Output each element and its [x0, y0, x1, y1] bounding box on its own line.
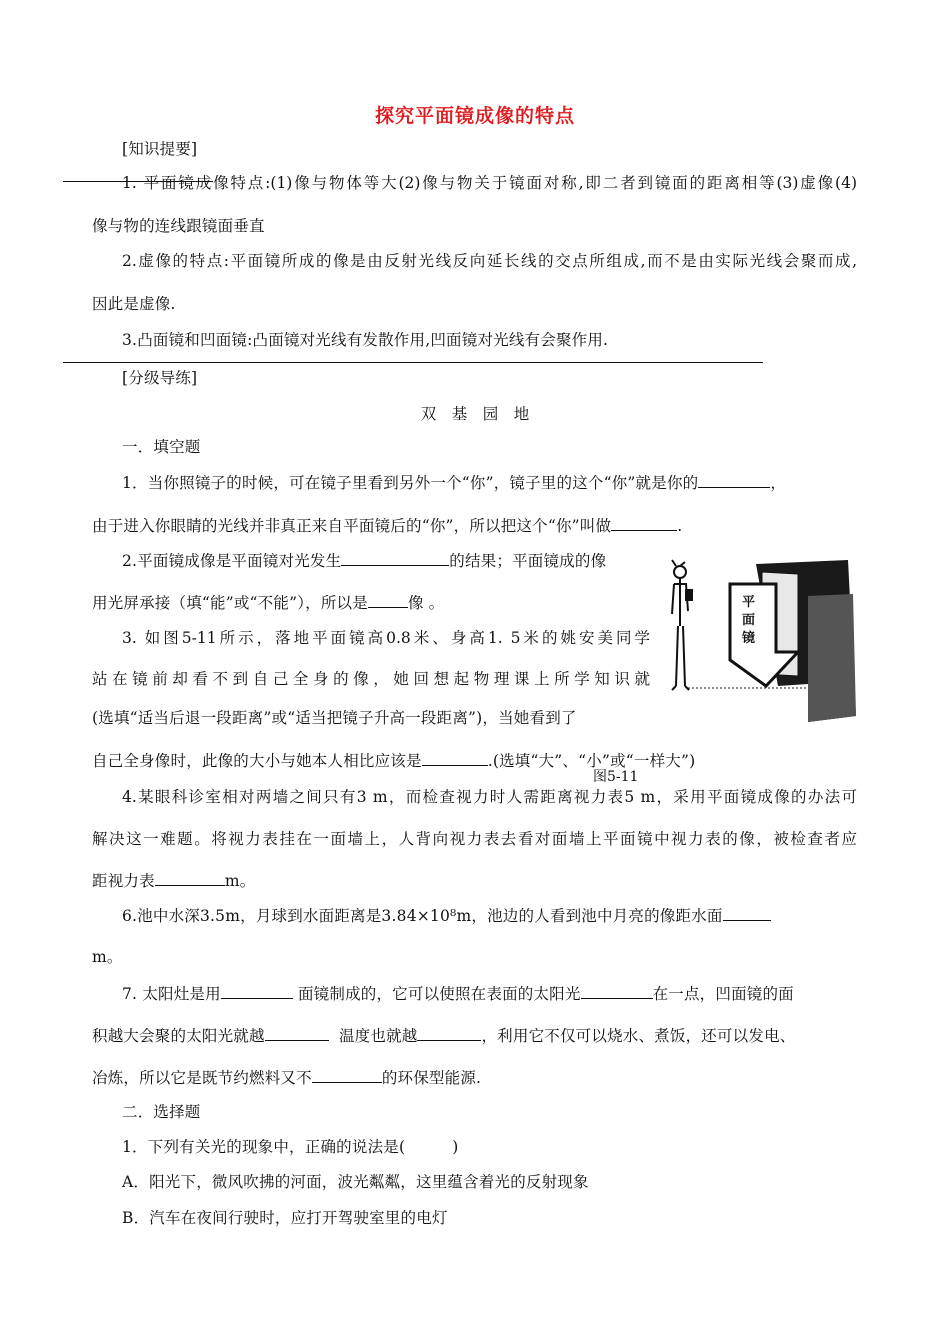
answer-blank[interactable]	[265, 1025, 329, 1041]
knowledge-2-line-2: 因此是虚像.	[92, 295, 176, 313]
knowledge-1-line-2: 像与物的连线跟镜面垂直	[92, 217, 265, 235]
answer-blank[interactable]	[341, 550, 449, 566]
question-2-line-2: 用光屏承接（填“能”或“不能”），所以是 像 。	[92, 594, 445, 612]
question-4-line-2: 解决这一难题。将视力表挂在一面墙上，人背向视力表去看对面墙上平面镜中视力表的像，被检查者应	[92, 830, 857, 848]
answer-blank[interactable]	[417, 1025, 481, 1041]
answer-blank[interactable]	[155, 870, 225, 886]
knowledge-3-line-1: 3.凸面镜和凹面镜:凸面镜对光线有发散作用,凹面镜对光线有会聚作用.	[122, 331, 609, 349]
question-4-line-3: 距视力表 m。	[92, 872, 256, 890]
person-figure	[672, 560, 692, 690]
section-title: 双 基 园 地	[420, 405, 530, 423]
question-3-line-2: 站在镜前却看不到自己全身的像，她回想起物理课上所学知识就	[92, 670, 650, 688]
question-6-line-1: 6.池中水深3.5m，月球到水面距离是3.84×10⁸m，池边的人看到池中月亮的像距水面	[122, 905, 771, 926]
answer-blank[interactable]	[723, 905, 771, 921]
choice-header: 二．选择题	[122, 1103, 201, 1121]
answer-blank[interactable]	[698, 472, 770, 488]
figure-caption: 图5-11	[593, 769, 639, 785]
question-7-line-1: 7. 太阳灶是用 面镜制成的，它可以使照在表面的太阳光 在一点，凹面镜的面	[122, 985, 794, 1003]
fill-header: 一．填空题	[122, 438, 201, 456]
mirror-label: 平面镜	[658, 556, 661, 557]
question-2-line-1: 2.平面镜成像是平面镜对光发生 的结果；平面镜成的像	[122, 552, 607, 570]
document-title: 探究平面镜成像的特点	[374, 105, 575, 127]
answer-blank[interactable]	[368, 592, 408, 608]
mirror-label-char-2: 面	[742, 613, 756, 628]
choice-option-a: A．阳光下，微风吹拂的河面，波光粼粼，这里蕴含着光的反射现象	[122, 1173, 589, 1191]
mirror-label-char-1: 平	[742, 595, 756, 610]
question-7-line-3: 冶炼，所以它是既节约燃料又不 的环保型能源.	[92, 1069, 482, 1087]
question-6-line-2: m。	[92, 948, 123, 966]
question-1-line-2: 由于进入你眼睛的光线并非真正来自平面镜后的“你”，所以把这个“你”叫做 .	[92, 517, 683, 535]
guide-header: [分级导练]	[122, 369, 198, 387]
question-3-line-4: 自己全身像时，此像的大小与她本人相比应该是 .(选填“大”、“小”或“一样大”)	[92, 752, 696, 770]
answer-blank[interactable]	[422, 750, 488, 766]
question-3-line-3: (选填“适当后退一段距离”或“适当把镜子升高一段距离”)，当她看到了	[92, 709, 577, 727]
question-7-line-2: 积越大会聚的太阳光就越 温度也就越 ，利用它不仅可以烧水、煮饭，还可以发电、	[92, 1027, 796, 1045]
section-divider	[63, 362, 763, 363]
answer-blank[interactable]	[221, 983, 293, 999]
question-1-line-1: 1．当你照镜子的时候，可在镜子里看到另外一个“你”，镜子里的这个“你”就是你的 ，	[122, 474, 787, 492]
answer-blank[interactable]	[611, 515, 677, 531]
knowledge-2-line-1: 2.虚像的特点:平面镜所成的像是由反射光线反向延长线的交点所组成,而不是由实际光线会聚而成,	[122, 252, 857, 270]
question-3-line-1: 3. 如图5-11所示，落地平面镜高0.8米、身高1. 5米的姚安美同学	[122, 629, 650, 647]
question-4-line-1: 4.某眼科诊室相对两墙之间只有3 m，而检查视力时人需距离视力表5 m，采用平面镜成像的办法可	[122, 788, 857, 806]
knowledge-header: [知识提要]	[122, 140, 198, 158]
answer-blank[interactable]	[581, 983, 653, 999]
choice-question-1: 1．下列有关光的现象中，正确的说法是( )	[122, 1138, 459, 1156]
answer-blank[interactable]	[312, 1067, 382, 1083]
mirror-label-char-3: 镜	[742, 631, 756, 646]
figure-5-11	[658, 556, 863, 726]
knowledge-1-line-1: 1. 平面镜成像特点:(1)像与物体等大(2)像与物关于镜面对称,即二者到镜面的距离相等(3)虚像(4)	[122, 174, 857, 192]
choice-option-b: B．汽车在夜间行驶时，应打开驾驶室里的电灯	[122, 1209, 448, 1227]
